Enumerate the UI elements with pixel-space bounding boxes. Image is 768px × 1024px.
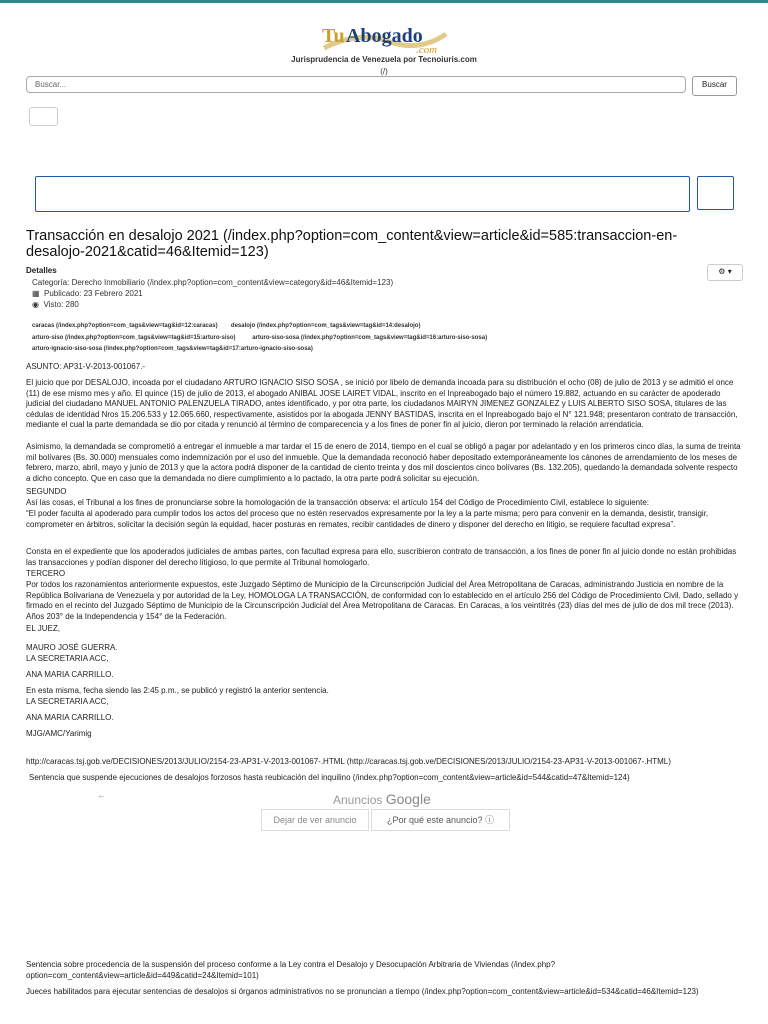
source-link[interactable]: http://caracas.tsj.gob.ve/DECISIONES/2013/JULIO/2154-23-AP31-V-2013-001067-.HTML (http://caracas.tsj.gob.ve/DECISIONES/2013/JULIO/2154-23-AP31-V-2013-001067-.HTML) — [26, 757, 671, 766]
calendar-icon: ▦ — [32, 289, 40, 298]
tag-caracas[interactable]: caracas (/index.php?option=com_tags&view=tag&id=12:caracas) — [32, 323, 218, 329]
secretary-title-1: LA SECRETARIA ACC, — [26, 654, 109, 663]
article-title[interactable]: Transacción en desalojo 2021 (/index.php?option=com_content&view=article&id=585:transaccion-en-desalojo-2021&catid=46&Itemid=123) — [26, 228, 678, 260]
ad-slot-small — [697, 176, 734, 210]
site-tagline: Jurisprudencia de Venezuela por Tecnoiuris.com — [291, 55, 477, 64]
gear-icon: ⚙ — [718, 267, 726, 276]
details-label: Detalles — [26, 266, 57, 275]
secretary-title-2: LA SECRETARIA ACC, — [26, 697, 109, 706]
case-number: ASUNTO: AP31-V-2013-001067.- — [26, 362, 146, 371]
svg-text:.com: .com — [416, 44, 438, 56]
tag-desalojo[interactable]: desalojo (/index.php?option=com_tags&view=tag&id=14:desalojo) — [230, 323, 421, 329]
why-this-ad-button[interactable]: ¿Por qué este anuncio? ⓘ — [371, 809, 510, 831]
home-link[interactable]: (/) — [380, 67, 388, 76]
section-heading-segundo: SEGUNDO — [26, 487, 67, 496]
body-paragraph-4: Consta en el expediente que los apoderados judiciales de ambas partes, con facultad expresa para ello, suscribieron contrato de transacción, a los fines de poner fin al juicio donde no están prohibidas las transacciones y podían disponer del derecho litigioso, lo que permite al Tribunal homologarlo. — [26, 547, 737, 567]
tag-list — [32, 323, 420, 329]
back-arrow-icon[interactable]: ← — [97, 790, 106, 800]
related-article-1[interactable]: Sentencia que suspende ejecuciones de desalojos forzosos hasta reubicación del inquilino (/index.php?option=com_content&view=article&id=544&catid=47&Itemid=124) — [29, 773, 630, 782]
stop-seeing-ad-button[interactable]: Dejar de ver anuncio — [261, 809, 369, 831]
svg-text:Abogado: Abogado — [346, 25, 423, 47]
article-category[interactable]: Categoría: Derecho Inmobiliario (/index.php?option=com_content&view=category&id=46&Itemid=123) — [32, 278, 394, 287]
secretary-name-2: ANA MARIA CARRILLO. — [26, 713, 114, 722]
article-tools-button[interactable] — [707, 264, 743, 281]
google-logo: Google — [385, 791, 431, 807]
tag-list-row2 — [32, 335, 487, 341]
article-views: ◉ Visto: 280 — [32, 300, 79, 309]
tag-arturo-siso-sosa[interactable]: arturo-siso-sosa (/index.php?option=com_tags&view=tag&id=16:arturo-siso-sosa) — [252, 335, 488, 341]
related-article-2[interactable]: Sentencia sobre procedencia de la suspensión del proceso conforme a la Ley contra el Desalojo y Desocupación Arbitraria de Viviendas (/index.php?option=com_content&view=article&id=449&catid=24&Itemid=101) — [26, 960, 556, 980]
initials: MJG/AMC/Yarimig — [26, 729, 92, 738]
eye-icon: ◉ — [32, 300, 39, 309]
body-paragraph-1: El juicio que por DESALOJO, incoada por el ciudadano ARTURO IGNACIO SISO SOSA , se inició por libelo de demanda incoada para su distribución el ocho (08) de julio de 2013 y se admitió el once (11) de ese mismo mes y año. El quince (15) de julio de 2013, el abogado ANIBAL JOSE LAIRET VIDAL, inscrito en el Inpreabogado bajo el número 19.882, actuando en su carácter de apoderado judicial del ciudadano MANUEL ANTONIO PALENZUELA TIRADO, antes identificado, y por otra parte, los ciudadanos MAIRYN JIMENEZ GONZALEZ y LUIS ALBERTO SISO SOSA, titulares de las cédulas de identidad Nros 15.206.533 y 12.065.660, respectivamente, asistidos por la abogada JENNY BASTIDAS, inscrita en el Inpreabogado bajo el N° 121.948; presentaron contrato de transacción, mediante el cual la parte demandada se dio por citada y renunció al término de comparecencia y a los fines de poner fin al juicio, dieron por terminado la relación arrendaticia. — [26, 378, 738, 429]
section-heading-tercero: TERCERO — [26, 569, 66, 578]
judge-title: EL JUEZ, — [26, 624, 60, 633]
menu-toggle-button[interactable] — [29, 107, 58, 126]
search-button[interactable]: Buscar — [692, 76, 737, 96]
body-paragraph-3: Así las cosas, el Tribunal a los fines de pronunciarse sobre la homologación de la transacción observa: el artículo 154 del Código de Procedimiento Civil, establece lo siguiente: — [26, 498, 650, 507]
ad-slot-wide — [35, 176, 690, 212]
ads-label: Anuncios Google — [333, 791, 431, 807]
tag-arturo-ignacio-siso-sosa[interactable]: arturo-ignacio-siso-sosa (/index.php?option=com_tags&view=tag&id=17:arturo-ignacio-siso-sosa) — [32, 346, 313, 352]
body-paragraph-2: Asimismo, la demandada se comprometió a entregar el inmueble a mar tardar el 15 de enero de 2014, tiempo en el cual se obligó a pagar por adelantado y en los primeros cinco días, la suma de treinta mil bolívares (Bs. 30.000) mensuales como indemnización por el uso del inmueble. Que la demandada reconoció haber depositado extemporáneamente los cánones de arrendamiento de los meses de febrero, marzo, abril, mayo y junio de 2013 y que la actora podrá disponer de la cantidad de ciento treinta y dos mil doscientos cinco bolívares (Bs. 132.205), quedando la demandada solvente respecto a dicho concepto. Que en caso que la demandada no diere cumplimiento a lo pactado, la otra parte podrá solicitar su ejecución. — [26, 442, 741, 483]
tag-arturo-siso[interactable]: arturo-siso (/index.php?option=com_tags&view=tag&id=15:arturo-siso) — [32, 335, 236, 341]
tag-list-row3 — [32, 346, 313, 352]
secretary-name-1: ANA MARIA CARRILLO. — [26, 670, 114, 679]
body-paragraph-5: Por todos los razonamientos anteriormente expuestos, este Juzgado Séptimo de Municipio de la Circunscripción Judicial del Área Metropolitana de Caracas, administrando Justicia en nombre de la República Bolivariana de Venezuela y por autoridad de la Ley, HOMOLOGA LA TRANSACCIÓN, de conformidad con lo establecido en el artículo 256 del Código de Procedimiento Civil. Dado, sellado y firmado en el recinto del Juzgado Séptimo de Municipio de la Circunscripción Judicial del Área Metropolitana de Caracas. En Caracas, a los veintitrés (23) días del mes de julio de dos mil trece (2013). Años 203° de la Independencia y 154° de la Federación. — [26, 580, 739, 621]
svg-text:Tu: Tu — [322, 25, 345, 47]
site-logo[interactable] — [320, 22, 450, 58]
article-published: ▦ Publicado: 23 Febrero 2021 — [32, 289, 143, 298]
top-accent-bar — [0, 0, 768, 3]
legal-quote: “El poder faculta al apoderado para cumplir todos los actos del proceso que no estén reservados expresamente por la ley a la parte misma; pero para convenir en la demanda, desistir, transigir, comprometer en árbitros, solicitar la decisión según la equidad, hacer posturas en remates, recibir cantidades de dinero y disponer del derecho en litigio, se requiere facultad expresa”. — [26, 509, 709, 529]
judge-name: MAURO JOSÉ GUERRA. — [26, 643, 118, 652]
caret-down-icon: ▾ — [727, 267, 732, 276]
publication-note: En esta misma, fecha siendo las 2:45 p.m., se publicó y registró la anterior sentencia. — [26, 686, 329, 695]
related-article-3[interactable]: Jueces habilitados para ejecutar sentencias de desalojos si órganos administrativos no se pronuncian a tiempo (/index.php?option=com_content&view=article&id=534&catid=46&Itemid=123) — [26, 987, 699, 996]
search-input[interactable]: Buscar... — [26, 76, 686, 93]
